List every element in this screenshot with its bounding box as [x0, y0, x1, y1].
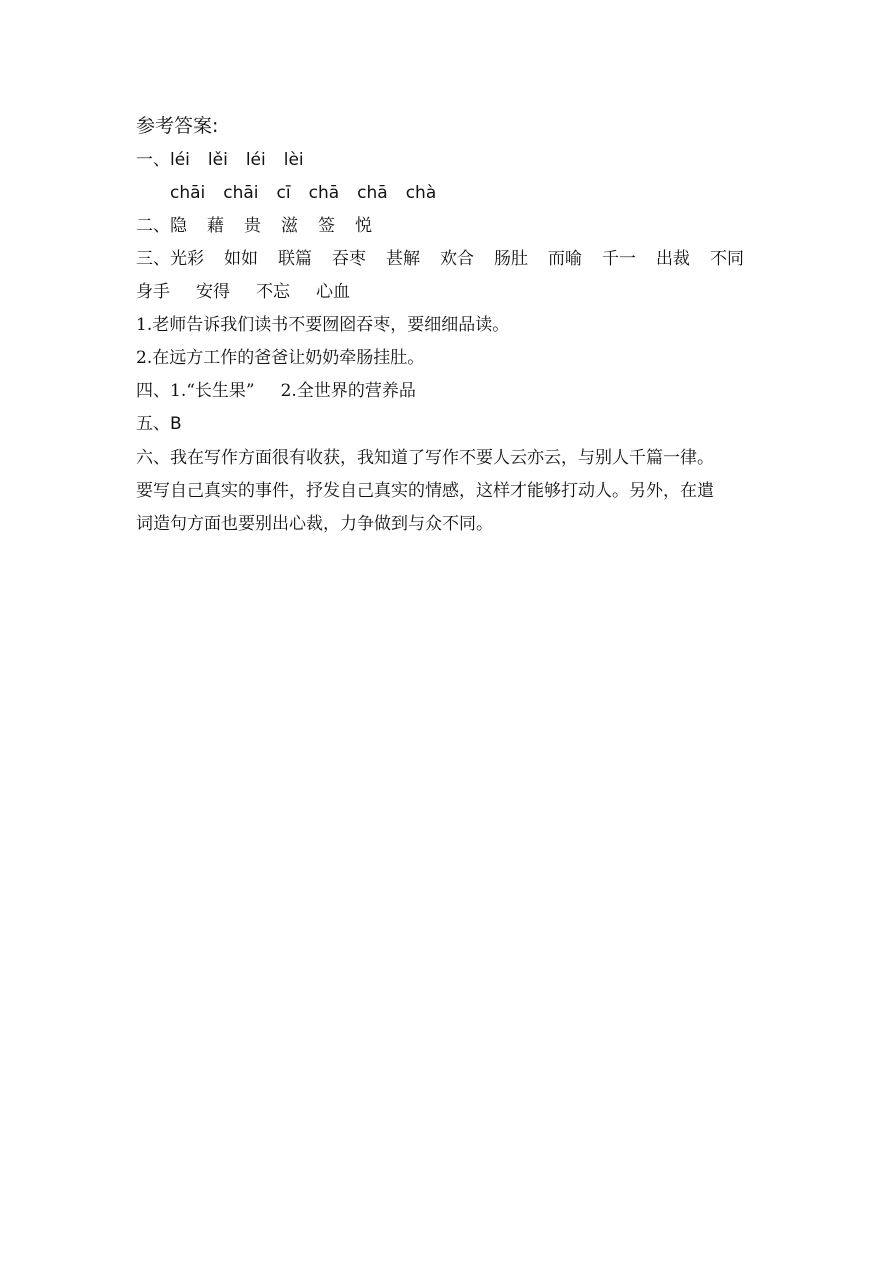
- q6-line-3: 词造句方面也要别出心裁，力争做到与众不同。: [136, 514, 493, 534]
- pinyin-item: chāi: [223, 183, 259, 203]
- pinyin-item: léi: [245, 150, 266, 170]
- char-item: 隐: [170, 216, 187, 236]
- char-item: 贵: [244, 216, 261, 236]
- word-item: 不同: [710, 249, 744, 269]
- q4-answer-2: 2.全世界的营养品: [280, 381, 416, 401]
- char-item: 悦: [355, 216, 372, 236]
- q1-label: 一、: [136, 150, 170, 170]
- word-item: 光彩: [170, 249, 204, 269]
- pinyin-item: cī: [276, 183, 291, 203]
- q2-label: 二、: [136, 216, 170, 236]
- word-item: 如如: [224, 249, 258, 269]
- word-item: 安得: [196, 282, 230, 302]
- q6-line-1: [136, 447, 760, 469]
- q5-answer: B: [170, 414, 182, 434]
- pinyin-item: chā: [308, 183, 340, 203]
- word-item: 出裁: [656, 249, 690, 269]
- word-item: 而喻: [548, 249, 582, 269]
- q3-sentence-1: 1.老师告诉我们读书不要囫囵吞枣，要细细品读。: [136, 315, 510, 335]
- word-item: 吞枣: [332, 249, 366, 269]
- word-item: 甚解: [386, 249, 420, 269]
- pinyin-item: chà: [405, 183, 437, 203]
- q3-row1: [136, 248, 760, 270]
- q6-label: 六、: [136, 448, 170, 468]
- char-item: 滋: [281, 216, 298, 236]
- pinyin-item: chā: [357, 183, 388, 203]
- word-item: 心血: [316, 282, 350, 302]
- char-item: 签: [318, 216, 335, 236]
- q5-row: [136, 413, 760, 435]
- q3-row2: [136, 281, 760, 303]
- pinyin-item: lěi: [207, 150, 228, 170]
- word-item: 联篇: [278, 249, 312, 269]
- pinyin-item: lèi: [283, 150, 304, 170]
- q1-row1: [136, 149, 760, 171]
- q1-row2: [136, 182, 760, 204]
- q3-label: 三、: [136, 249, 170, 269]
- pinyin-item: léi: [170, 150, 190, 170]
- word-item: 千一: [602, 249, 636, 269]
- word-item: 不忘: [256, 282, 290, 302]
- page-title: 参考答案:: [136, 115, 219, 137]
- q2-row: [136, 215, 760, 237]
- pinyin-item: chāi: [170, 183, 206, 203]
- q4-label: 四、: [136, 381, 170, 401]
- word-item: 肠肚: [494, 249, 528, 269]
- q4-answer-1: 1.“长生果”: [170, 381, 255, 401]
- q6-line-2: 要写自己真实的事件，抒发自己真实的情感，这样才能够打动人。另外，在遣: [136, 481, 714, 501]
- word-item: 欢合: [440, 249, 474, 269]
- q4-row: [136, 380, 760, 402]
- word-item: 身手: [136, 282, 170, 302]
- q6-text: 我在写作方面很有收获，我知道了写作不要人云亦云，与别人千篇一律。: [170, 448, 714, 468]
- q5-label: 五、: [136, 414, 170, 434]
- char-item: 藉: [207, 216, 224, 236]
- q3-sentence-2: 2.在远方工作的爸爸让奶奶牵肠挂肚。: [136, 348, 425, 368]
